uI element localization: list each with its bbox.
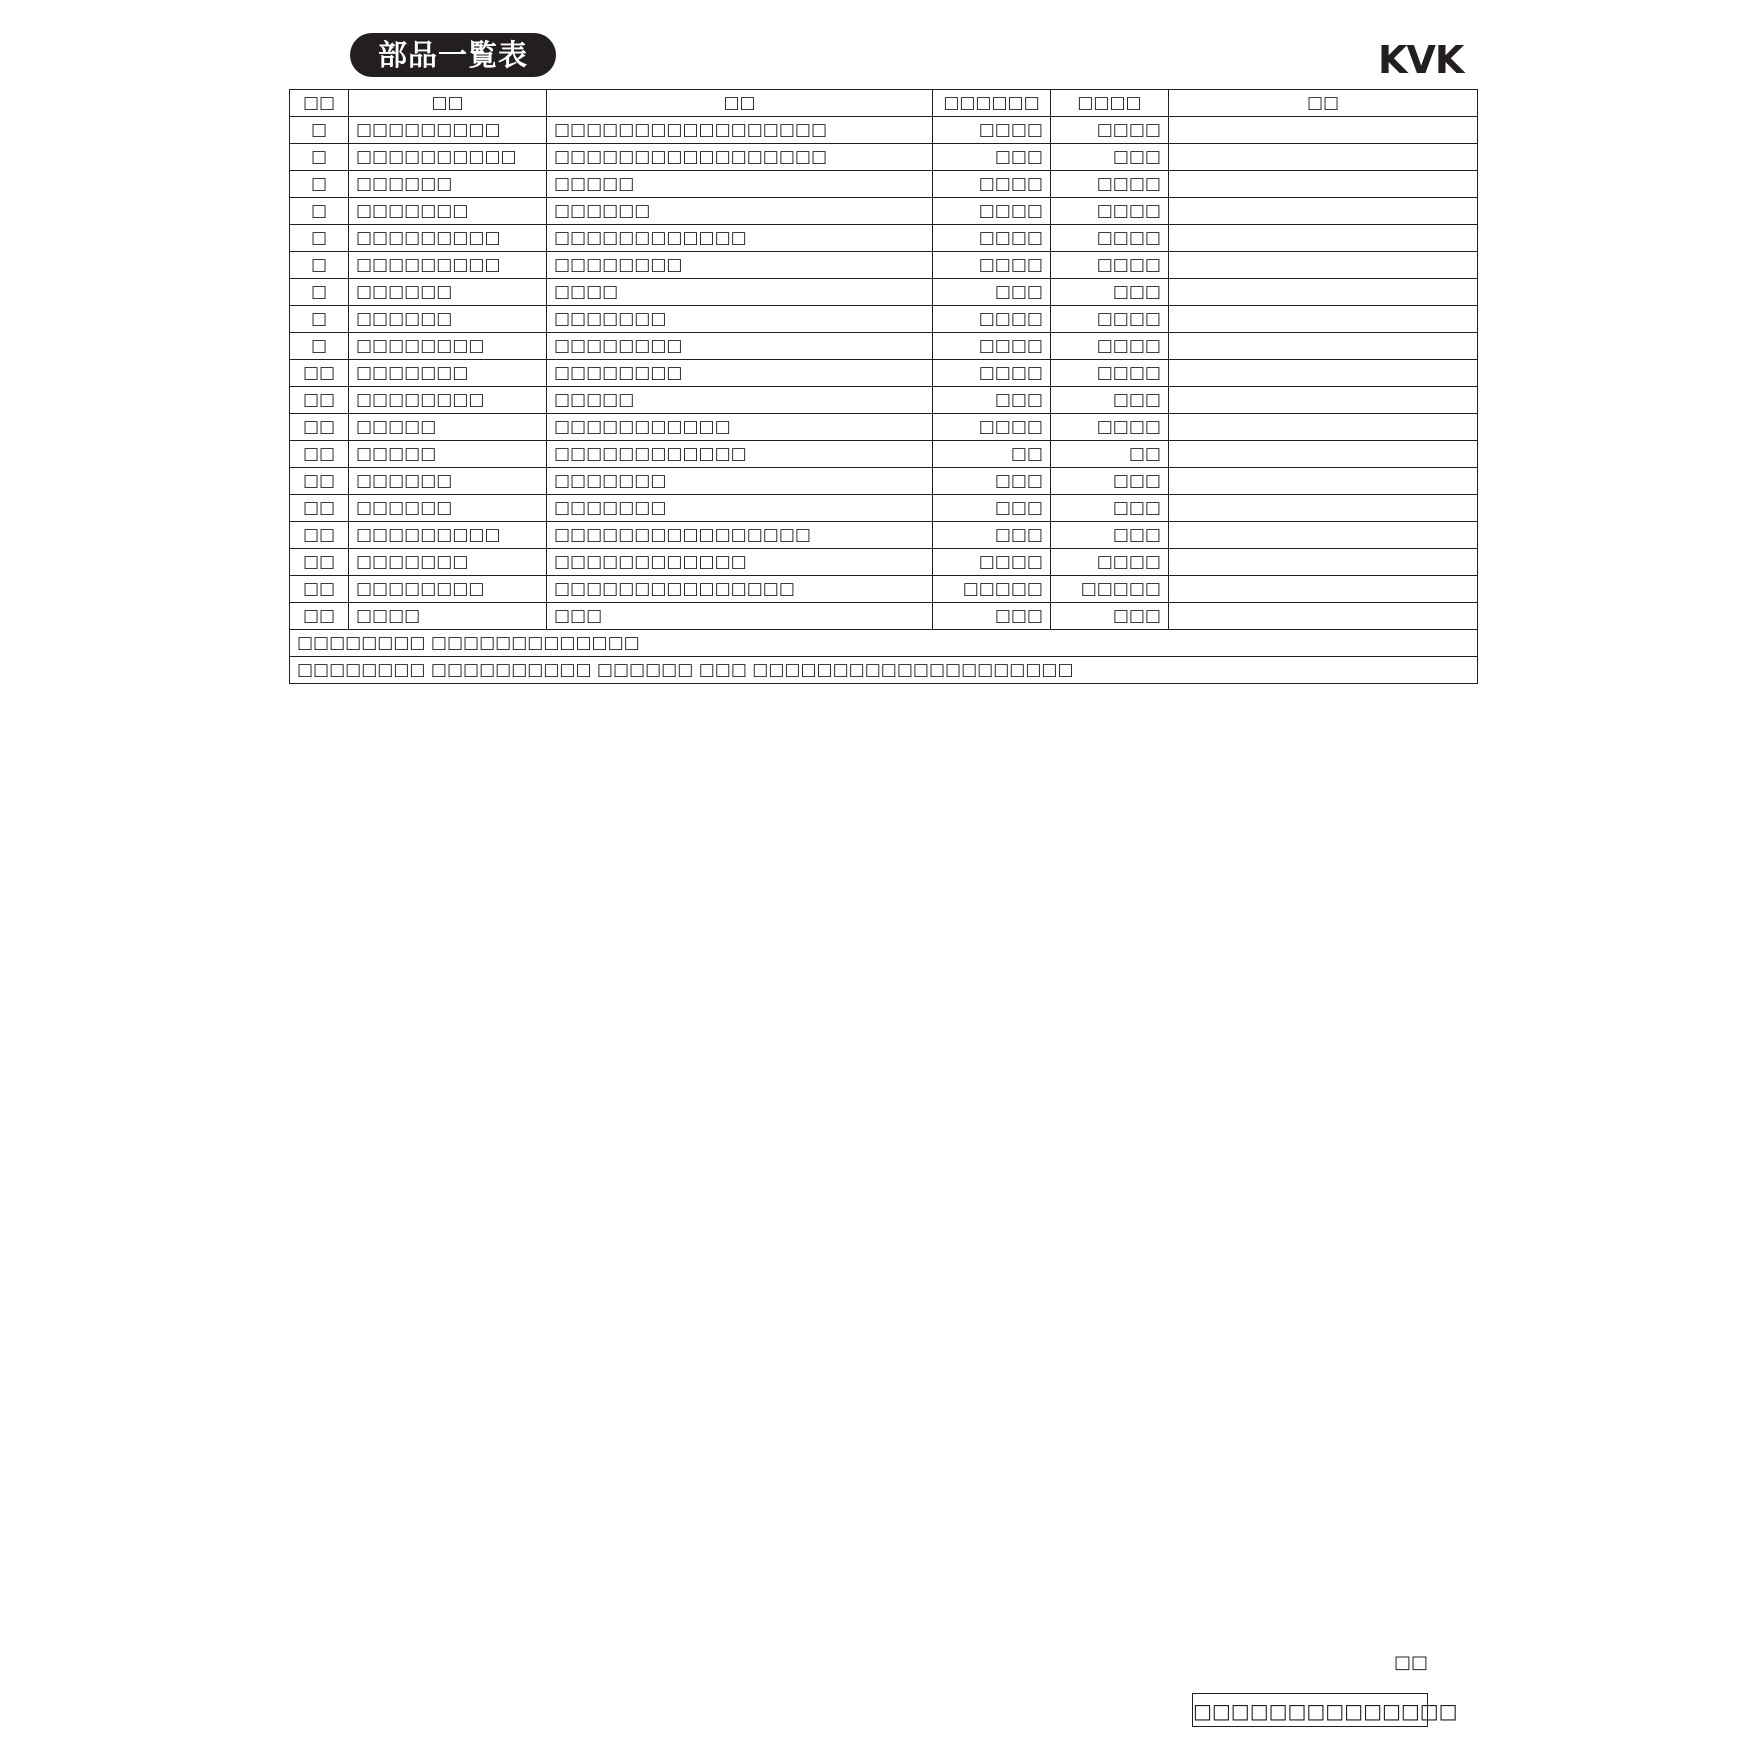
row-name: □□□□□□□□□ <box>349 117 547 144</box>
row-spec: □□□□□ <box>547 171 933 198</box>
column-header-price: □□□□□□ <box>933 90 1051 117</box>
footnote-2: □□□□□□□□ □□□□□□□□□□ □□□□□□ □□□ □□□□□□□□□□□□□□□□□□□□ <box>290 657 1478 684</box>
row-price2: □□□□ <box>1051 414 1169 441</box>
row-price2: □□□ <box>1051 144 1169 171</box>
row-price2: □□□ <box>1051 468 1169 495</box>
row-price2: □□□ <box>1051 603 1169 630</box>
row-no: □ <box>290 333 349 360</box>
row-no: □□ <box>290 414 349 441</box>
row-spec: □□□□□ <box>547 387 933 414</box>
row-spec: □□□ <box>547 603 933 630</box>
row-note <box>1169 198 1478 225</box>
row-no: □□ <box>290 441 349 468</box>
row-price2: □□□□ <box>1051 360 1169 387</box>
row-name: □□□□□ <box>349 441 547 468</box>
row-name: □□□□□ <box>349 414 547 441</box>
row-price2: □□□□ <box>1051 117 1169 144</box>
row-price2: □□ <box>1051 441 1169 468</box>
row-note <box>1169 306 1478 333</box>
row-spec: □□□□□□□□□□□□□□□□□ <box>547 144 933 171</box>
row-price: □□□ <box>933 279 1051 306</box>
row-note <box>1169 225 1478 252</box>
row-price: □□□□ <box>933 414 1051 441</box>
table-row <box>290 252 1478 279</box>
parts-table-body <box>290 117 1478 684</box>
table-row <box>290 144 1478 171</box>
row-no: □□ <box>290 522 349 549</box>
row-note <box>1169 495 1478 522</box>
row-price2: □□□ <box>1051 279 1169 306</box>
row-note <box>1169 144 1478 171</box>
row-price: □□□□ <box>933 117 1051 144</box>
row-price: □□□□ <box>933 306 1051 333</box>
row-price: □□□□ <box>933 198 1051 225</box>
row-name: □□□□□□□ <box>349 198 547 225</box>
page-number: □□ <box>1393 1652 1428 1673</box>
row-price: □□□□ <box>933 252 1051 279</box>
row-no: □ <box>290 306 349 333</box>
row-no: □□ <box>290 468 349 495</box>
row-name: □□□□□□□□□ <box>349 522 547 549</box>
row-name: □□□□□□ <box>349 171 547 198</box>
row-spec: □□□□□□□ <box>547 495 933 522</box>
row-name: □□□□□□□□□□ <box>349 144 547 171</box>
table-row <box>290 360 1478 387</box>
row-note <box>1169 117 1478 144</box>
row-note <box>1169 171 1478 198</box>
row-price: □□□□ <box>933 333 1051 360</box>
row-name: □□□□□□□ <box>349 549 547 576</box>
row-spec: □□□□□□□□□□□□□□□□ <box>547 522 933 549</box>
row-no: □□ <box>290 576 349 603</box>
row-price2: □□□□ <box>1051 549 1169 576</box>
table-row <box>290 414 1478 441</box>
table-row <box>290 279 1478 306</box>
table-row <box>290 603 1478 630</box>
row-no: □□ <box>290 549 349 576</box>
brand-logo: KVK <box>1378 38 1464 82</box>
row-price: □□□ <box>933 522 1051 549</box>
row-note <box>1169 414 1478 441</box>
table-row <box>290 171 1478 198</box>
row-spec: □□□□□□ <box>547 198 933 225</box>
row-no: □□ <box>290 360 349 387</box>
row-spec: □□□□□□□□ <box>547 333 933 360</box>
row-price: □□□□ <box>933 549 1051 576</box>
row-spec: □□□□□□□□□□□□ <box>547 225 933 252</box>
row-name: □□□□□□□□ <box>349 576 547 603</box>
row-no: □ <box>290 171 349 198</box>
page-title: 部品一覧表 <box>350 33 556 77</box>
row-price: □□□ <box>933 468 1051 495</box>
row-note <box>1169 252 1478 279</box>
row-note <box>1169 603 1478 630</box>
table-row <box>290 117 1478 144</box>
column-header-name: □□ <box>349 90 547 117</box>
table-row <box>290 468 1478 495</box>
table-row <box>290 198 1478 225</box>
row-price2: □□□□ <box>1051 252 1169 279</box>
row-price: □□□□ <box>933 171 1051 198</box>
row-name: □□□□□□□□ <box>349 333 547 360</box>
row-name: □□□□ <box>349 603 547 630</box>
row-name: □□□□□□□□□ <box>349 225 547 252</box>
row-spec: □□□□ <box>547 279 933 306</box>
row-price: □□□ <box>933 603 1051 630</box>
row-spec: □□□□□□□ <box>547 306 933 333</box>
table-row <box>290 495 1478 522</box>
row-spec: □□□□□□□□ <box>547 360 933 387</box>
row-name: □□□□□□ <box>349 279 547 306</box>
row-name: □□□□□□ <box>349 306 547 333</box>
row-name: □□□□□□□□□ <box>349 252 547 279</box>
row-spec: □□□□□□□□ <box>547 252 933 279</box>
row-spec: □□□□□□□□□□□□□□□□□ <box>547 117 933 144</box>
row-no: □□ <box>290 603 349 630</box>
footnote-row <box>290 657 1478 684</box>
row-no: □□ <box>290 387 349 414</box>
row-price2: □□□□ <box>1051 171 1169 198</box>
row-price: □□□ <box>933 387 1051 414</box>
row-spec: □□□□□□□□□□□□□□□ <box>547 576 933 603</box>
row-price: □□□□ <box>933 225 1051 252</box>
table-row <box>290 225 1478 252</box>
row-spec: □□□□□□□□□□□□ <box>547 549 933 576</box>
row-note <box>1169 360 1478 387</box>
row-no: □ <box>290 252 349 279</box>
table-row <box>290 306 1478 333</box>
row-note <box>1169 387 1478 414</box>
table-row <box>290 441 1478 468</box>
row-note <box>1169 441 1478 468</box>
column-header-no: □□ <box>290 90 349 117</box>
row-price2: □□□□ <box>1051 225 1169 252</box>
row-name: □□□□□□ <box>349 468 547 495</box>
table-row <box>290 333 1478 360</box>
table-row <box>290 387 1478 414</box>
row-price2: □□□ <box>1051 495 1169 522</box>
column-header-note: □□ <box>1169 90 1478 117</box>
row-no: □□ <box>290 495 349 522</box>
row-price: □□□ <box>933 144 1051 171</box>
row-note <box>1169 468 1478 495</box>
document-code: □□□□□□□□□□□□□□ <box>1192 1693 1428 1727</box>
row-note <box>1169 549 1478 576</box>
row-price2: □□□ <box>1051 522 1169 549</box>
column-header-price2: □□□□ <box>1051 90 1169 117</box>
row-note <box>1169 279 1478 306</box>
row-no: □ <box>290 225 349 252</box>
row-price2: □□□□ <box>1051 198 1169 225</box>
row-note <box>1169 522 1478 549</box>
row-price2: □□□□ <box>1051 306 1169 333</box>
row-spec: □□□□□□□□□□□□ <box>547 441 933 468</box>
footnote-row <box>290 630 1478 657</box>
column-header-spec: □□ <box>547 90 933 117</box>
row-spec: □□□□□□□ <box>547 468 933 495</box>
table-row <box>290 576 1478 603</box>
row-name: □□□□□□ <box>349 495 547 522</box>
row-name: □□□□□□□ <box>349 360 547 387</box>
row-price2: □□□□ <box>1051 333 1169 360</box>
row-no: □ <box>290 144 349 171</box>
footnote-1: □□□□□□□□ □□□□□□□□□□□□□ <box>290 630 1478 657</box>
table-row <box>290 522 1478 549</box>
table-header-row <box>290 90 1478 117</box>
row-price: □□□ <box>933 495 1051 522</box>
row-price2: □□□□□ <box>1051 576 1169 603</box>
row-no: □ <box>290 198 349 225</box>
row-note <box>1169 333 1478 360</box>
row-price: □□□□ <box>933 360 1051 387</box>
row-note <box>1169 576 1478 603</box>
row-spec: □□□□□□□□□□□ <box>547 414 933 441</box>
table-row <box>290 549 1478 576</box>
row-name: □□□□□□□□ <box>349 387 547 414</box>
parts-table <box>289 89 1478 684</box>
row-price2: □□□ <box>1051 387 1169 414</box>
row-price: □□ <box>933 441 1051 468</box>
row-no: □ <box>290 279 349 306</box>
row-price: □□□□□ <box>933 576 1051 603</box>
row-no: □ <box>290 117 349 144</box>
